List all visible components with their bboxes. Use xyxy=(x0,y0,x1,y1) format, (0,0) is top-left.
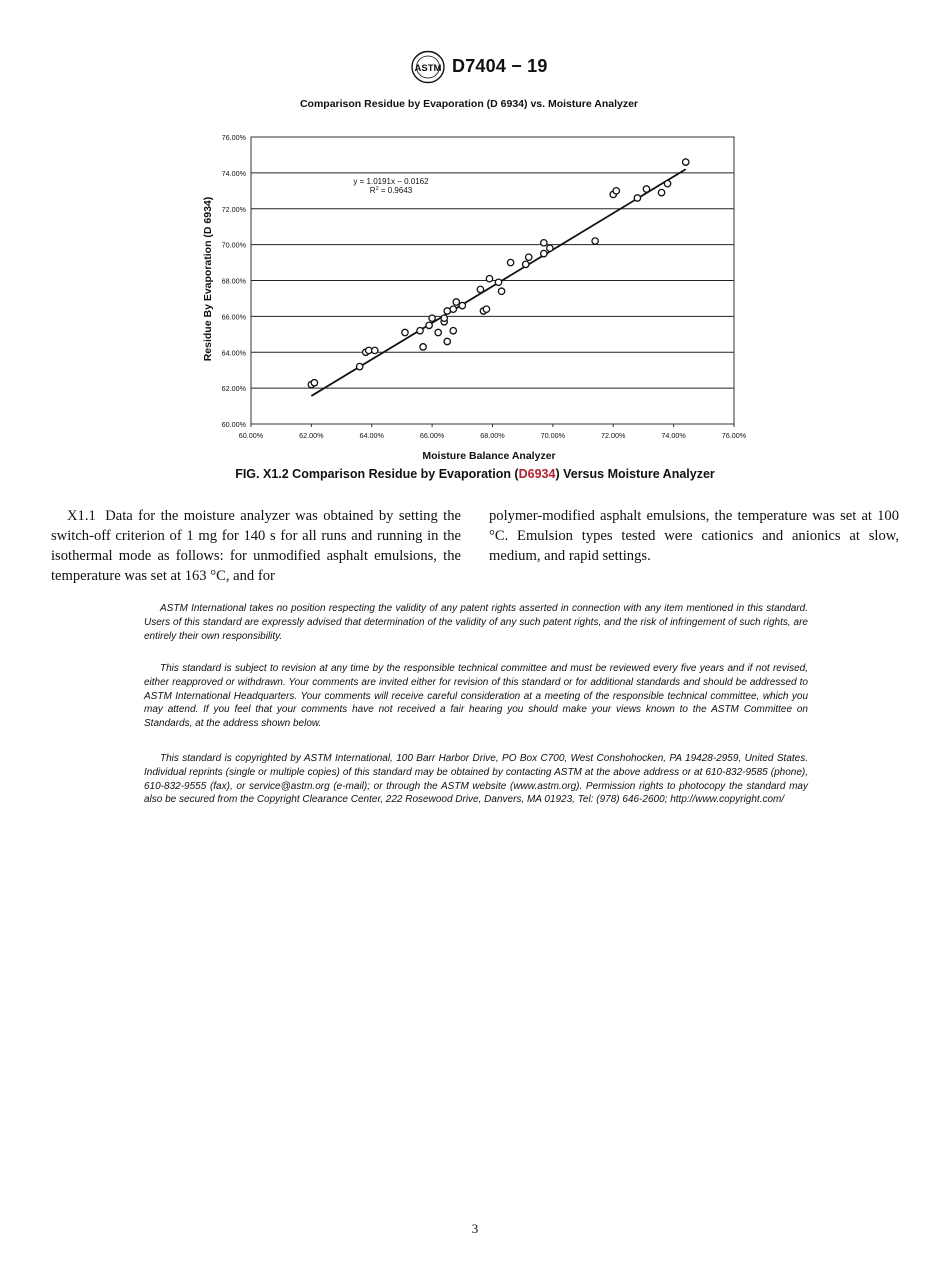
revision-notice: This standard is subject to revision at any time by the responsible technical committee and must be reviewed every five years and if not revised, either reapproved or withdrawn. Your comments are invited either for revision of this standard or for additional standards and should be addressed to ASTM International Headquarters. Your comments will receive careful consideration at a meeting of the responsible technical committee, which you may attend. If you feel that your comments have not received a fair hearing you should make your views known to the ASTM Committee on Standards, at the address shown below. xyxy=(144,663,808,730)
x-tick-label: 62.00% xyxy=(299,431,324,440)
x-tick-label: 74.00% xyxy=(661,431,686,440)
chart-svg xyxy=(195,92,765,464)
page-number: 3 xyxy=(471,1221,479,1236)
standard-link-d6934[interactable]: D6934 xyxy=(518,467,556,481)
page-header xyxy=(0,50,950,86)
data-point xyxy=(658,189,664,195)
data-point xyxy=(683,159,689,165)
data-point xyxy=(634,195,640,201)
data-point xyxy=(507,259,513,265)
y-tick-label: 68.00% xyxy=(221,276,246,286)
paragraph-number: X1.1 xyxy=(67,508,96,524)
trend-equation: y = 1.0191x − 0.0162 xyxy=(353,177,429,186)
x-tick-label: 60.00% xyxy=(238,431,264,440)
y-tick-labels xyxy=(222,133,247,429)
x-tick-label: 68.00% xyxy=(480,431,505,440)
document-designation: D7404 − 19 xyxy=(452,56,548,76)
svg-text:ASTM: ASTM xyxy=(414,63,442,74)
paragraph-text-right: polymer-modified asphalt emulsions, the temperature was set at 100 °C. Emulsion types tested were cationics and anionics at slow, medium, and rapid settings. xyxy=(489,508,899,564)
y-tick-label: 62.00% xyxy=(221,384,246,394)
data-point xyxy=(541,250,547,256)
y-axis-label: Residue By Evaporation (D 6934) xyxy=(202,196,214,362)
data-point xyxy=(311,380,317,386)
data-point xyxy=(523,261,529,267)
y-tick-label: 72.00% xyxy=(221,204,246,214)
data-point xyxy=(664,180,670,186)
x-tick-label: 70.00% xyxy=(540,431,566,440)
y-tick-label: 60.00% xyxy=(221,420,246,429)
data-point xyxy=(541,240,547,246)
data-point xyxy=(435,329,441,335)
x-tick-label: 66.00% xyxy=(419,431,445,440)
data-point xyxy=(402,329,408,335)
x-tick-label: 64.00% xyxy=(359,431,384,440)
data-point xyxy=(417,328,423,334)
y-tick-label: 76.00% xyxy=(221,133,246,142)
copyright-notice: This standard is copyrighted by ASTM International, 100 Barr Harbor Drive, PO Box C700, West Conshohocken, PA 19428-2959, United States. Individual reprints (single or multiple copies) of this standard may be obtained by contacting ASTM at the above address or at 610-832-9585 (phone), 610-832-9555 (fax), or service@astm.org (e-mail); or through the ASTM website (www.astm.org). Permission rights to photocopy the standard may also be secured from the Copyright Clearance Center, 222 Rosewood Drive, Danvers, MA 01923, Tel: (978) 646-2600; http://www.copyright.com/ xyxy=(144,753,808,806)
x-tick-labels xyxy=(239,424,747,440)
chart-title: Comparison Residue by Evaporation (D 6934) vs. Moisture Analyzer xyxy=(299,98,639,110)
y-tick-label: 74.00% xyxy=(221,168,246,178)
y-tick-label: 70.00% xyxy=(221,240,246,250)
data-point xyxy=(420,344,426,350)
data-point xyxy=(459,302,465,308)
paragraph-text-left: Data for the moisture analyzer was obtained by setting the switch-off criterion of 1 mg for 140 s for all runs and running in the isothermal mode as follows: for unmodified asphalt emulsions, the temperature was set at 163 °C, and for xyxy=(51,508,461,584)
data-point xyxy=(372,347,378,353)
data-point xyxy=(450,306,456,312)
astm-logo-icon xyxy=(410,50,446,84)
body-column-left xyxy=(51,506,461,586)
figure-caption xyxy=(0,467,950,481)
caption-prefix: FIG. X1.2 Comparison Residue by Evaporation ( xyxy=(235,467,519,481)
x-tick-label: 76.00% xyxy=(721,431,747,440)
data-points xyxy=(308,159,689,388)
data-point xyxy=(444,338,450,344)
data-point xyxy=(441,315,447,321)
data-point xyxy=(547,245,553,251)
data-point xyxy=(486,276,492,282)
data-point xyxy=(498,288,504,294)
x-axis-label: Moisture Balance Analyzer xyxy=(422,450,556,462)
patent-notice: ASTM International takes no position respecting the validity of any patent rights asserted in connection with any item mentioned in this standard. Users of this standard are expressly advised that determination of the validity of any such patent rights, and the risk of infringement of such rights, are entirely their own responsibility. xyxy=(144,603,808,642)
data-point xyxy=(613,188,619,194)
data-point xyxy=(453,299,459,305)
data-point xyxy=(643,186,649,192)
data-point xyxy=(477,286,483,292)
x-tick-label: 72.00% xyxy=(601,431,626,440)
y-tick-label: 66.00% xyxy=(221,312,246,322)
scatter-chart xyxy=(195,92,765,464)
r-squared: $R^2 = 0.9643$ xyxy=(369,186,413,195)
data-point xyxy=(426,322,432,328)
data-point xyxy=(483,306,489,312)
data-point xyxy=(526,254,532,260)
data-point xyxy=(356,363,362,369)
data-point xyxy=(429,315,435,321)
data-point xyxy=(592,238,598,244)
data-point xyxy=(495,279,501,285)
caption-suffix: ) Versus Moisture Analyzer xyxy=(555,467,715,481)
body-column-right xyxy=(489,506,899,566)
y-tick-label: 64.00% xyxy=(221,348,246,358)
data-point xyxy=(450,328,456,334)
